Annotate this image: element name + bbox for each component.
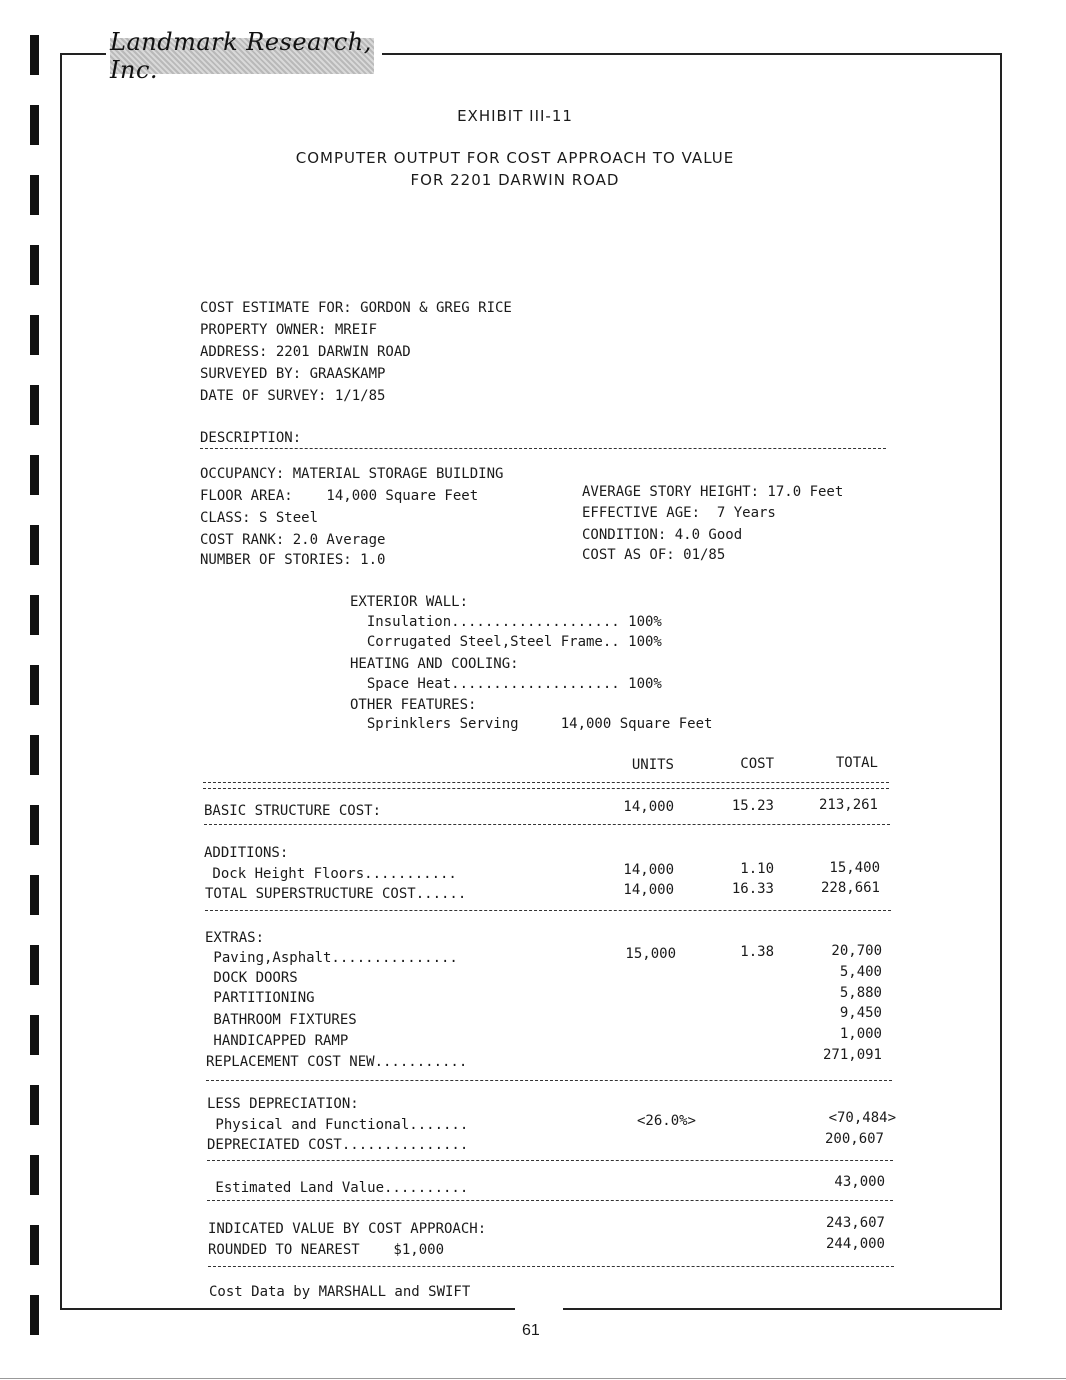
row-total: 243,607 (825, 1215, 885, 1231)
row-total: 5,400 (839, 964, 882, 980)
row-label: INDICATED VALUE BY COST APPROACH: (208, 1221, 487, 1237)
cost-data-source: Cost Data by MARSHALL and SWIFT (209, 1284, 471, 1300)
column-header-cost: COST (740, 756, 774, 772)
row-label: Physical and Functional....... (207, 1117, 469, 1133)
page-title-line1: COMPUTER OUTPUT FOR COST APPROACH TO VALUE (295, 149, 735, 167)
feature-line: EXTERIOR WALL: (350, 594, 469, 610)
feature-line: HEATING AND COOLING: (350, 656, 519, 672)
row-total: 1,000 (839, 1026, 882, 1042)
row-total: 271,091 (822, 1047, 882, 1063)
row-total: 43,000 (834, 1174, 885, 1190)
binder-mark (30, 245, 39, 285)
description-left-line: CLASS: S Steel (200, 510, 319, 526)
divider (207, 1160, 893, 1161)
divider (206, 1080, 892, 1081)
row-label: REPLACEMENT COST NEW........... (206, 1054, 468, 1070)
frame-gap-bottom (515, 1303, 563, 1315)
binder-mark (30, 35, 39, 75)
feature-line: OTHER FEATURES: (350, 697, 477, 713)
description-right-line: CONDITION: 4.0 Good (582, 527, 743, 543)
binder-mark (30, 875, 39, 915)
page-title-line2: FOR 2201 DARWIN ROAD (410, 171, 620, 189)
feature-line: Sprinklers Serving 14,000 Square Feet (350, 716, 713, 732)
binder-mark (30, 735, 39, 775)
row-units: 14,000 (623, 882, 674, 898)
divider (205, 910, 891, 911)
column-header-units: UNITS (631, 757, 674, 773)
description-label: DESCRIPTION: (200, 430, 302, 446)
row-total: 5,880 (839, 985, 882, 1001)
binder-mark (30, 1155, 39, 1195)
binder-mark (30, 1015, 39, 1055)
logo-text: Landmark Research, Inc. (110, 28, 372, 84)
description-left-line: NUMBER OF STORIES: 1.0 (200, 552, 386, 568)
feature-line: Space Heat.................... 100% (350, 676, 662, 692)
row-units: <26.0%> (636, 1113, 696, 1129)
divider (203, 788, 889, 789)
row-label: PARTITIONING (205, 990, 315, 1006)
row-label: Estimated Land Value.......... (207, 1180, 469, 1196)
company-logo (110, 28, 374, 84)
row-label: LESS DEPRECIATION: (207, 1096, 359, 1112)
description-right-line: AVERAGE STORY HEIGHT: 17.0 Feet (582, 484, 844, 500)
binder-mark (30, 525, 39, 565)
binder-mark (30, 385, 39, 425)
divider (204, 824, 890, 825)
exhibit-label: EXHIBIT III-11 (457, 107, 573, 125)
description-right-line: EFFECTIVE AGE: 7 Years (582, 505, 776, 521)
binder-mark (30, 805, 39, 845)
binder-mark (30, 945, 39, 985)
row-label: Paving,Asphalt............... (205, 950, 458, 966)
binder-mark (30, 595, 39, 635)
row-cost: 16.33 (731, 881, 774, 897)
row-cost: 15.23 (731, 798, 774, 814)
row-label: BATHROOM FIXTURES (205, 1012, 357, 1028)
row-label: HANDICAPPED RAMP (205, 1033, 349, 1049)
divider (200, 448, 886, 449)
row-label: DOCK DOORS (205, 970, 298, 986)
row-total: 213,261 (818, 797, 878, 813)
info-line: ADDRESS: 2201 DARWIN ROAD (200, 344, 411, 360)
row-total: 20,700 (831, 943, 882, 959)
info-line: COST ESTIMATE FOR: GORDON & GREG RICE (200, 300, 512, 316)
row-total: <70,484> (828, 1110, 896, 1126)
row-label: ADDITIONS: (204, 845, 289, 861)
row-cost: 1.38 (740, 944, 774, 960)
page-number: 61 (522, 1322, 540, 1339)
row-total: 228,661 (820, 880, 880, 896)
binder-mark (30, 455, 39, 495)
row-total: 244,000 (825, 1236, 885, 1252)
feature-line: Corrugated Steel,Steel Frame.. 100% (350, 634, 662, 650)
row-units: 15,000 (625, 946, 676, 962)
row-label: EXTRAS: (205, 930, 265, 946)
row-label: BASIC STRUCTURE COST: (204, 803, 382, 819)
row-cost: 1.10 (740, 861, 774, 877)
row-units: 14,000 (623, 862, 674, 878)
description-right-line: COST AS OF: 01/85 (582, 547, 726, 563)
row-total: 200,607 (824, 1131, 884, 1147)
feature-line: Insulation.................... 100% (350, 614, 662, 630)
divider (203, 782, 889, 783)
bottom-rule (0, 1378, 1066, 1379)
row-label: ROUNDED TO NEAREST $1,000 (208, 1242, 445, 1258)
binder-mark (30, 665, 39, 705)
row-units: 14,000 (623, 799, 674, 815)
binder-mark (30, 1295, 39, 1335)
column-header-total: TOTAL (835, 755, 878, 771)
occupancy-line: OCCUPANCY: MATERIAL STORAGE BUILDING (200, 466, 504, 482)
binder-mark (30, 1085, 39, 1125)
row-label: TOTAL SUPERSTRUCTURE COST...... (205, 886, 467, 902)
info-line: DATE OF SURVEY: 1/1/85 (200, 388, 386, 404)
binder-mark (30, 315, 39, 355)
description-left-line: COST RANK: 2.0 Average (200, 532, 386, 548)
info-line: SURVEYED BY: GRAASKAMP (200, 366, 386, 382)
row-label: Dock Height Floors........... (204, 866, 457, 882)
info-line: PROPERTY OWNER: MREIF (200, 322, 378, 338)
binder-margin (0, 0, 60, 1380)
row-total: 15,400 (829, 860, 880, 876)
row-label: DEPRECIATED COST............... (207, 1137, 469, 1153)
row-total: 9,450 (839, 1005, 882, 1021)
description-left-line: FLOOR AREA: 14,000 Square Feet (200, 488, 479, 504)
divider (207, 1200, 893, 1201)
binder-mark (30, 1225, 39, 1265)
divider (208, 1266, 894, 1267)
